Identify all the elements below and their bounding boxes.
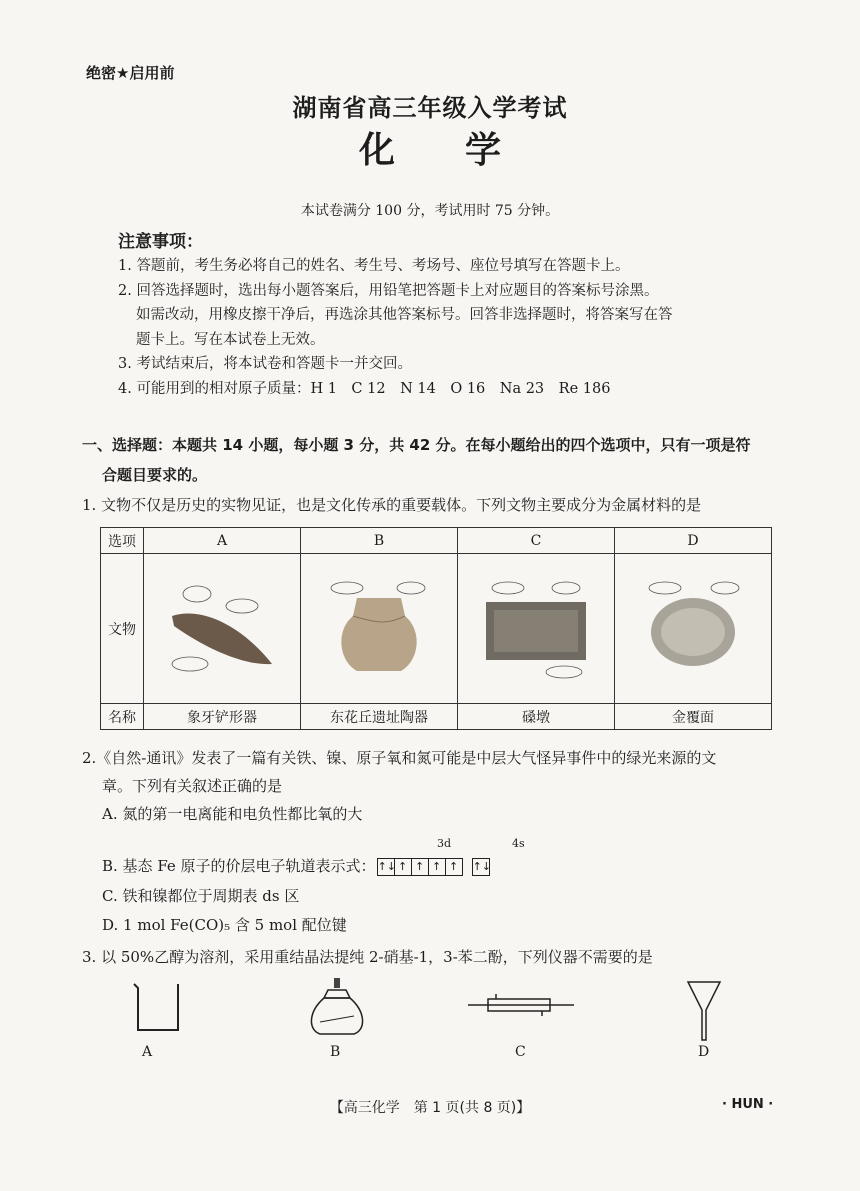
orbital-4s-box: ↑↓ — [473, 852, 490, 880]
condenser-icon — [466, 990, 576, 1020]
alcohol-lamp-icon — [302, 972, 372, 1040]
notice-heading: 注意事项： — [118, 232, 203, 252]
apparatus-label-b: B — [330, 1044, 341, 1060]
apparatus-label-d: D — [698, 1044, 710, 1060]
section-one-heading — [82, 430, 782, 520]
notice-list — [118, 254, 758, 401]
question-2-option-d: D. 1 mol Fe(CO)₅ 含 5 mol 配位键 — [102, 916, 347, 934]
artifact-image-d — [615, 554, 772, 704]
ivory-shovel-image — [162, 576, 282, 681]
notice-item: 4. 可能用到的相对原子质量：H 1 C 12 N 14 O 16 Na 23 Re 186 — [118, 380, 611, 397]
notice-item: 3. 考试结束后，将本试卷和答题卡一并交回。 — [118, 356, 412, 372]
gold-mask-image — [633, 576, 753, 681]
section-one-line: 合题目要求的。 — [102, 466, 208, 484]
table-header-option: 选项 — [101, 528, 144, 554]
question-2-stem: 2.《自然-通讯》发表了一篇有关铁、镍、原子氧和氮可能是中层大气怪异事件中的绿光来源的文 — [82, 749, 717, 767]
orbital-4s-label: 4s — [512, 837, 525, 850]
artifact-table — [100, 527, 772, 730]
artifact-name-b: 东花丘遗址陶器 — [301, 704, 458, 730]
subject-title: 化学 — [358, 130, 571, 171]
question-2 — [82, 744, 782, 828]
artifact-image-b — [301, 554, 458, 704]
question-2-options-cd — [102, 882, 347, 940]
apparatus-label-c: C — [515, 1044, 526, 1060]
option-d-label: D — [615, 528, 772, 554]
confidential-mark: 绝密★启用前 — [86, 64, 175, 82]
notice-item-cont: 如需改动，用橡皮擦干净后，再选涂其他答案标号。回答非选择题时，将答案写在答 — [136, 307, 673, 323]
exam-title: 湖南省高三年级入学考试 — [292, 94, 568, 122]
artifact-image-a — [144, 554, 301, 704]
notice-item: 2. 回答选择题时，选出每小题答案后，用铅笔把答题卡上对应题目的答案标号涂黑。 — [118, 282, 659, 299]
foundation-pier-image — [476, 576, 596, 681]
page-footer: 【高三化学 第 1 页(共 8 页)】 — [329, 1100, 531, 1116]
beaker-icon — [128, 978, 188, 1038]
exam-info: 本试卷满分 100 分，考试用时 75 分钟。 — [300, 203, 560, 219]
option-a-label: A — [144, 528, 301, 554]
section-one-line: 一、选择题：本题共 14 小题，每小题 3 分，共 42 分。在每小题给出的四个选项中，只有一项是符 — [82, 436, 751, 454]
option-c-label: C — [458, 528, 615, 554]
notice-item-cont: 题卡上。写在本试卷上无效。 — [136, 331, 325, 348]
table-header-artifact: 文物 — [101, 554, 144, 704]
pottery-image — [319, 576, 439, 681]
artifact-image-c — [458, 554, 615, 704]
question-2-stem-cont: 章。下列有关叙述正确的是 — [102, 777, 283, 795]
question-2-option-a: A. 氮的第一电离能和电负性都比氧的大 — [102, 805, 363, 823]
question-2-option-c: C. 铁和镍都位于周期表 ds 区 — [102, 887, 300, 905]
option-b-label: B — [301, 528, 458, 554]
funnel-icon — [686, 978, 722, 1042]
apparatus-label-a: A — [142, 1044, 153, 1060]
question-1-stem: 1. 文物不仅是历史的实物见证，也是文化传承的重要载体。下列文物主要成分为金属材料的是 — [82, 496, 702, 514]
orbital-3d-boxes: ↑↓ ↑ ↑ ↑ ↑ — [378, 852, 463, 880]
option-b-text: B. 基态 Fe 原子的价层电子轨道表示式： — [102, 857, 376, 875]
artifact-name-d: 金覆面 — [615, 704, 772, 730]
question-3-stem: 3. 以 50%乙醇为溶剂，采用重结晶法提纯 2-硝基-1，3-苯二酚，下列仪器不需要的是 — [82, 948, 653, 966]
artifact-name-a: 象牙铲形器 — [144, 704, 301, 730]
orbital-3d-label: 3d — [437, 837, 452, 850]
artifact-name-c: 磉墩 — [458, 704, 615, 730]
region-code: · HUN · — [722, 1097, 774, 1112]
question-2-option-b — [102, 852, 490, 880]
notice-item: 1. 答题前，考生务必将自己的姓名、考生号、考场号、座位号填写在答题卡上。 — [118, 258, 630, 274]
table-header-name: 名称 — [101, 704, 144, 730]
